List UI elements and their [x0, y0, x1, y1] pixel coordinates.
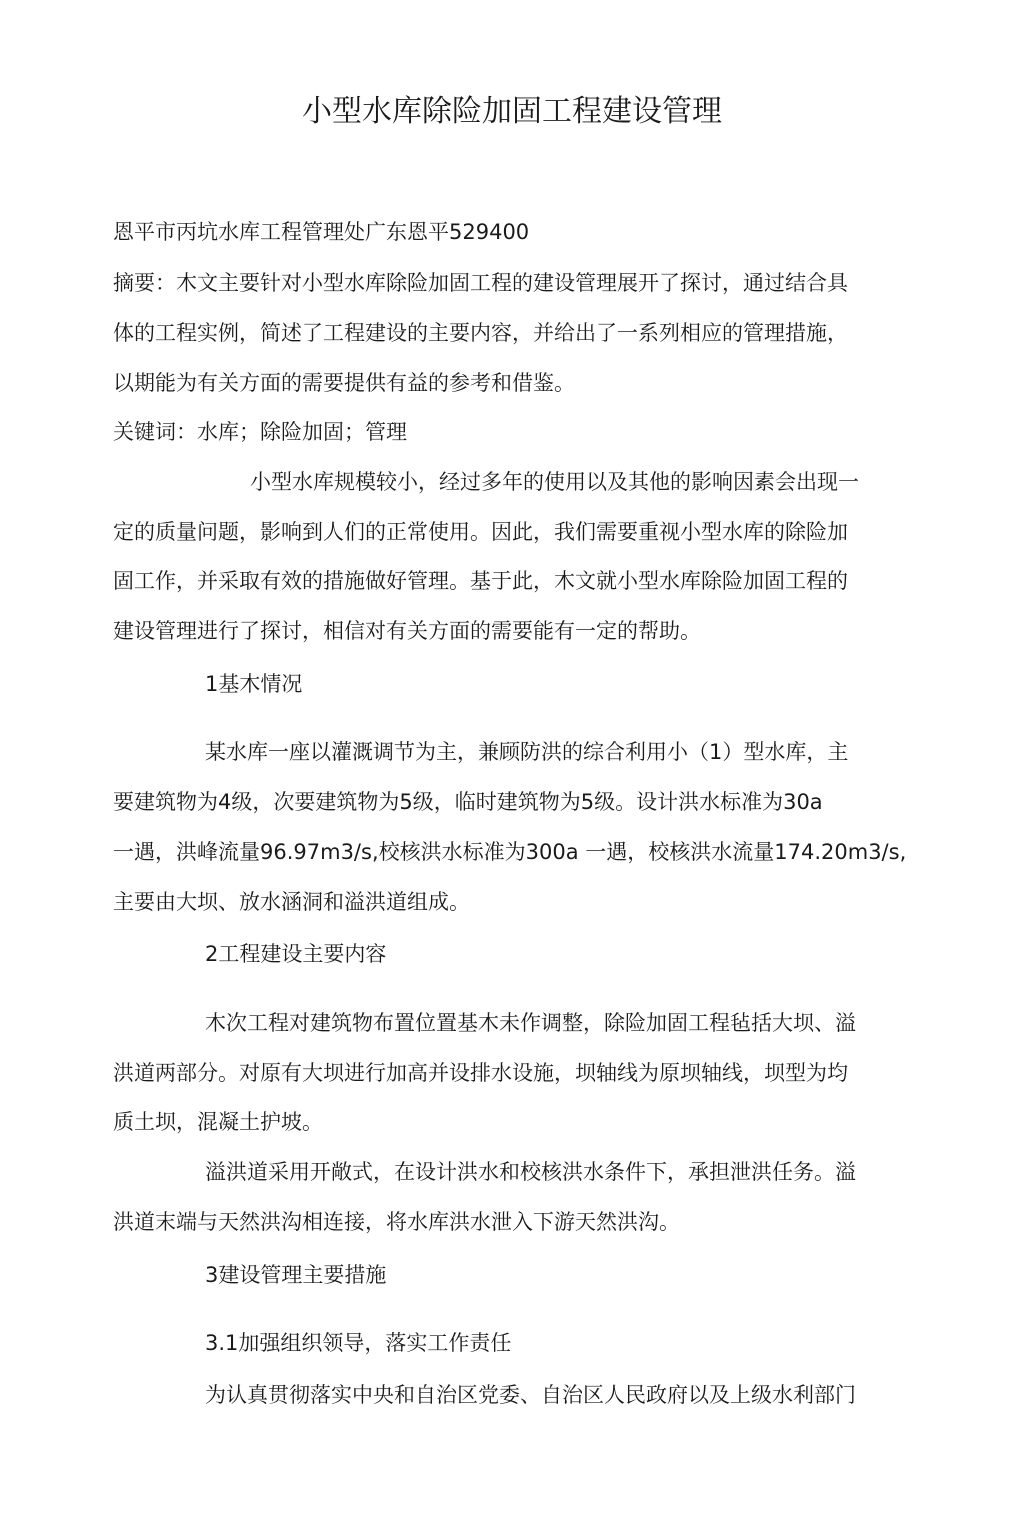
section-2-para2-line-2: 洪道末端与天然洪沟相连接，将水库洪水泄入下游天然洪沟。: [113, 1210, 680, 1234]
section-1-line-1: 某水库一座以灌溉调节为主，兼顾防洪的综合利用小（1）型水库，主: [205, 740, 849, 764]
keywords: 关键词：水库；除险加固；管理: [113, 420, 407, 444]
abstract-line-1: 摘要：木文主要针对小型水库除险加固工程的建设管理展开了探讨，通过结合具: [113, 271, 848, 295]
document-title: 小型水库除险加固工程建设管理: [302, 94, 722, 129]
author-affiliation: 恩平市丙坑水库工程管理处广东恩平529400: [113, 220, 530, 244]
intro-line-3: 固工作，并采取有效的措施做好管理。基于此，木文就小型水库除险加固工程的: [113, 569, 848, 593]
section-1-heading: 1基木情况: [205, 672, 303, 696]
section-1-line-4: 主要由大坝、放水涵洞和溢洪道组成。: [113, 890, 470, 914]
section-2-line-3: 质土坝，混凝土护坡。: [113, 1110, 323, 1134]
intro-line-1: 小型水库规模较小，经过多年的使用以及其他的影响因素会出现一: [250, 470, 859, 494]
section-2-heading: 2工程建设主要内容: [205, 942, 387, 966]
intro-line-2: 定的质量问题，影响到人们的正常使用。因此，我们需要重视小型水库的除险加: [113, 520, 848, 544]
intro-line-4: 建设管理进行了探讨，相信对有关方面的需要能有一定的帮助。: [113, 619, 701, 643]
section-3-1-heading: 3.1加强组织领导，落实工作责任: [205, 1331, 512, 1355]
section-3-heading: 3建设管理主要措施: [205, 1263, 387, 1287]
abstract-line-2: 体的工程实例，简述了工程建设的主要内容，并给出了一系列相应的管理措施，: [113, 321, 848, 345]
section-3-1-line-1: 为认真贯彻落实中央和自治区党委、自治区人民政府以及上级水利部门: [205, 1383, 856, 1407]
section-2-line-1: 木次工程对建筑物布置位置基木未作调整，除险加固工程毡括大坝、溢: [205, 1011, 856, 1035]
abstract-line-3: 以期能为有关方面的需要提供有益的参考和借鉴。: [113, 371, 575, 395]
section-1-line-2: 要建筑物为4级，次要建筑物为5级，临时建筑物为5级。设计洪水标准为30a: [113, 790, 823, 814]
section-2-line-2: 洪道两部分。对原有大坝进行加高并设排水设施，坝轴线为原坝轴线，坝型为均: [113, 1061, 848, 1085]
section-2-para2-line-1: 溢洪道采用开敞式，在设计洪水和校核洪水条件下，承担泄洪任务。溢: [205, 1160, 856, 1184]
section-1-line-3: 一遇，洪峰流量96.97m3/s,校核洪水标准为300a 一遇，校核洪水流量174.20m3/s,: [113, 840, 907, 864]
